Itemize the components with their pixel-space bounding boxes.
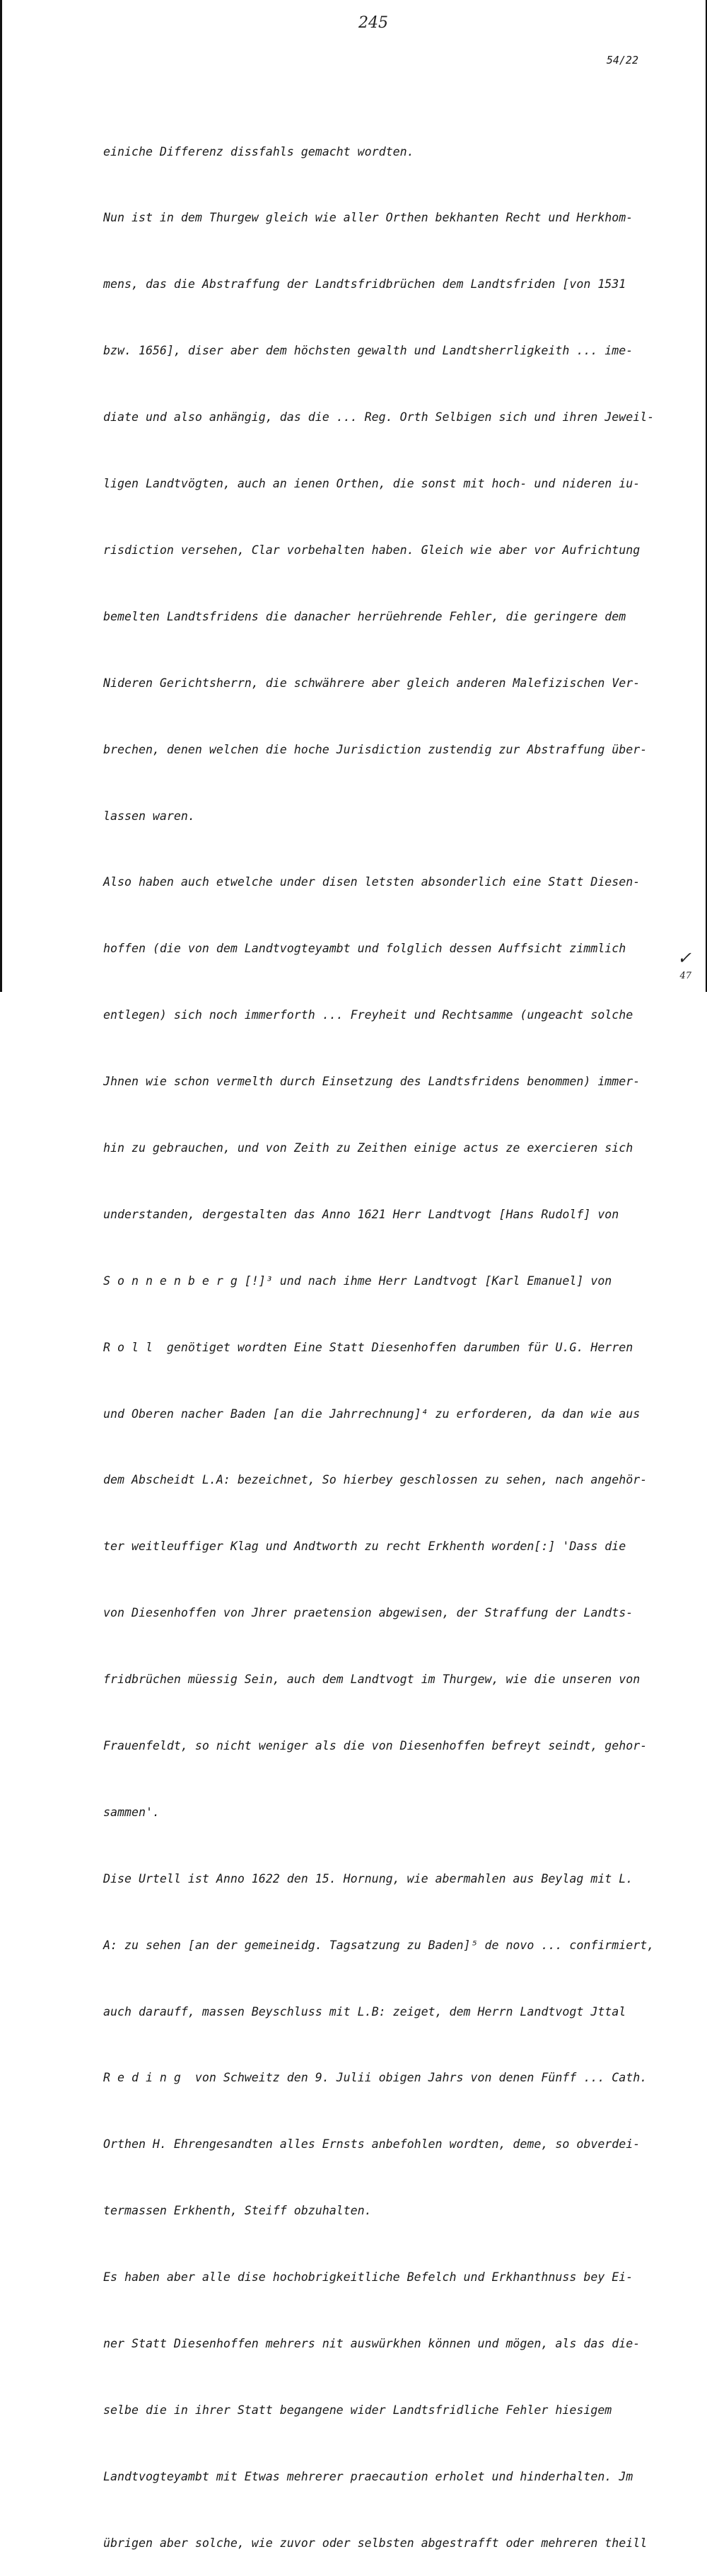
text-line: risdiction versehen, Clar vorbehalten haben. Gleich wie aber vor Aufrichtung — [103, 543, 641, 557]
text-line: ter weitleuffiger Klag und Andtworth zu recht Erkhenth worden[:] 'Dass die — [103, 1540, 626, 1554]
text-line: fridbrüchen müessig Sein, auch dem Landtvogt im Thurgew, wie die unseren von — [103, 1673, 641, 1687]
text-line: Frauenfeldt, so nicht weniger als die von Diesenhoffen befreyt seindt, gehor- — [103, 1738, 648, 1752]
text-line: auch darauff, massen Beyschluss mit L.B: zeiget, dem Herrn Landtvogt Jttal — [103, 2004, 626, 2018]
text-line: sammen'. — [103, 1805, 160, 1819]
text-line: A: zu sehen [an der gemeineidg. Tagsatzung zu Baden]⁵ de novo ... confirmiert, — [103, 1938, 655, 1952]
text-line: diate und also anhängig, das die ... Reg. Orth Selbigen sich und ihren Jeweil- — [103, 410, 655, 424]
text-line: Es haben aber alle dise hochobrigkeitliche Befelch und Erkhanthnuss bey Ei- — [103, 2270, 633, 2285]
text-line: Orthen H. Ehrengesandten alles Ernsts anbefohlen wordten, deme, so obverdei- — [103, 2137, 641, 2152]
text-line: termassen Erkhenth, Steiff obzuhalten. — [103, 2204, 372, 2218]
handwritten-footer-number: 47 — [679, 971, 691, 981]
text-line: übrigen aber solche, wie zuvor oder selbsten abgestrafft oder mehreren theill — [103, 2536, 648, 2550]
text-line: selbe die in ihrer Statt begangene wider Landtsfridliche Fehler hiesigem — [103, 2403, 612, 2417]
handwritten-page-number: 245 — [358, 14, 388, 32]
text-line: bzw. 1656], diser aber dem höchsten gewalth und Landtsherrligkeith ... ime- — [103, 344, 633, 358]
text-line: bemelten Landtsfridens die danacher herrüehrende Fehler, die geringere dem — [103, 609, 626, 623]
text-line: hoffen (die von dem Landtvogteyambt und folglich dessen Auffsicht zimmlich — [103, 942, 626, 956]
text-line: R o l l genötiget wordten Eine Statt Diesenhoffen darumben für U.G. Herren — [103, 1340, 633, 1354]
text-line: brechen, denen welchen die hoche Jurisdiction zustendig zur Abstraffung über- — [103, 742, 648, 756]
scan-edge-left — [0, 0, 2, 992]
text-line: einiche Differenz dissfahls gemacht wordten. — [103, 144, 414, 158]
document-reference: 54/22 — [606, 54, 638, 67]
handwritten-check-mark: ✓ — [677, 948, 691, 968]
text-line: Dise Urtell ist Anno 1622 den 15. Hornung, wie abermahlen aus Beylag mit L. — [103, 1871, 633, 1885]
text-line: von Diesenhoffen von Jhrer praetension abgewisen, der Straffung der Landts- — [103, 1606, 633, 1620]
document-body — [103, 96, 662, 2576]
text-line: dem Abscheidt L.A: bezeichnet, So hierbey geschlossen zu sehen, nach angehör- — [103, 1473, 648, 1487]
text-line: Landtvogteyambt mit Etwas mehrerer praecaution erholet und hinderhalten. Jm — [103, 2469, 633, 2483]
text-line: entlegen) sich noch immerforth ... Freyheit und Rechtsamme (ungeacht solche — [103, 1008, 633, 1022]
text-line: und Oberen nacher Baden [an die Jahrrechnung]⁴ zu erforderen, da dan wie aus — [103, 1407, 641, 1421]
text-line: ner Statt Diesenhoffen mehrers nit auswürkhen können und mögen, als das die- — [103, 2336, 641, 2350]
text-line: mens, das die Abstraffung der Landtsfridbrüchen dem Landtsfriden [von 1531 — [103, 277, 626, 291]
text-line: Also haben auch etwelche under disen letsten absonderlich eine Statt Diesen- — [103, 875, 641, 889]
text-line: Nun ist in dem Thurgew gleich wie aller Orthen bekhanten Recht und Herkhom- — [103, 211, 633, 225]
text-line: understanden, dergestalten das Anno 1621 Herr Landtvogt [Hans Rudolf] von — [103, 1207, 619, 1221]
text-line: hin zu gebrauchen, und von Zeith zu Zeithen einige actus ze exercieren sich — [103, 1140, 633, 1155]
text-line: Nideren Gerichtsherrn, die schwährere aber gleich anderen Malefizischen Ver- — [103, 676, 641, 690]
text-line: R e d i n g von Schweitz den 9. Julii obigen Jahrs von denen Fünff ... Cath. — [103, 2071, 648, 2085]
text-line: ligen Landtvögten, auch an ienen Orthen, die sonst mit hoch- und nideren iu- — [103, 477, 641, 491]
text-line: Jhnen wie schon vermelth durch Einsetzung des Landtsfridens benommen) immer- — [103, 1075, 641, 1089]
text-line: S o n n e n b e r g [!]³ und nach ihme Herr Landtvogt [Karl Emanuel] von — [103, 1273, 612, 1288]
text-line: lassen waren. — [103, 809, 195, 823]
